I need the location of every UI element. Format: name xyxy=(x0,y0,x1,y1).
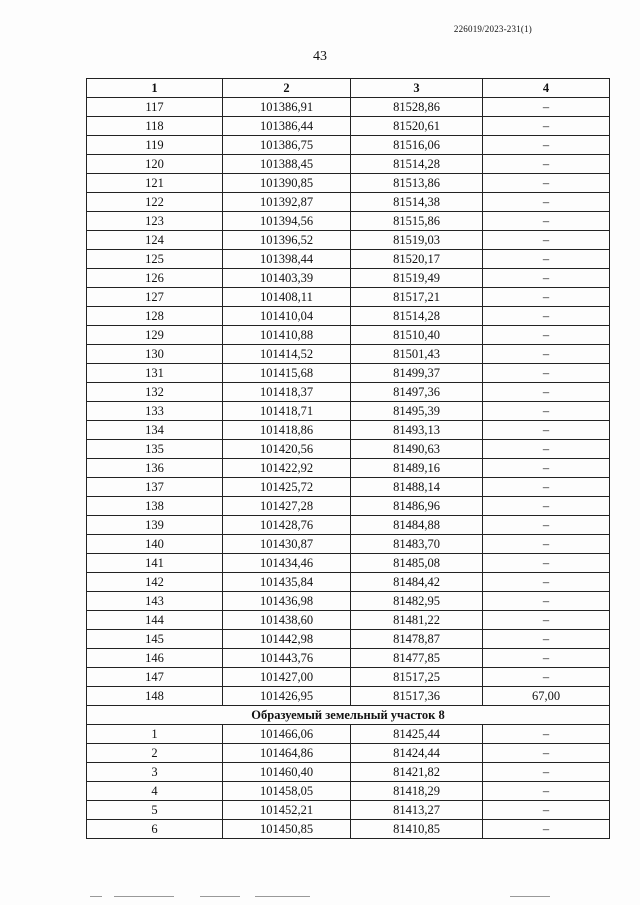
table-cell: 81486,96 xyxy=(351,497,483,516)
table-row xyxy=(87,326,610,345)
table-cell: 133 xyxy=(87,402,223,421)
table-cell: 81489,16 xyxy=(351,459,483,478)
table-row xyxy=(87,554,610,573)
table-cell: 101415,68 xyxy=(223,364,351,383)
table-cell: 81528,86 xyxy=(351,98,483,117)
table-cell: – xyxy=(483,630,610,649)
table-cell: 101398,44 xyxy=(223,250,351,269)
table-cell: 81499,37 xyxy=(351,364,483,383)
table-cell: 81418,29 xyxy=(351,782,483,801)
table-cell: 81501,43 xyxy=(351,345,483,364)
table-row xyxy=(87,478,610,497)
table-cell: – xyxy=(483,231,610,250)
table-cell: 81520,61 xyxy=(351,117,483,136)
table-cell: 128 xyxy=(87,307,223,326)
table-cell: 122 xyxy=(87,193,223,212)
table-cell: 101390,85 xyxy=(223,174,351,193)
table-row xyxy=(87,193,610,212)
table-row xyxy=(87,288,610,307)
table-cell: – xyxy=(483,573,610,592)
table-row xyxy=(87,782,610,801)
table-cell: 101427,28 xyxy=(223,497,351,516)
table-cell: – xyxy=(483,136,610,155)
table-row xyxy=(87,611,610,630)
table-cell: – xyxy=(483,725,610,744)
table-cell: – xyxy=(483,250,610,269)
page-number: 43 xyxy=(313,49,327,64)
table-cell: 147 xyxy=(87,668,223,687)
table-cell: – xyxy=(483,345,610,364)
coordinates-table xyxy=(86,78,610,839)
table-row xyxy=(87,630,610,649)
table-cell: 119 xyxy=(87,136,223,155)
table-cell: 148 xyxy=(87,687,223,706)
table-cell: – xyxy=(483,383,610,402)
table-cell: 81490,63 xyxy=(351,440,483,459)
table-cell: 101420,56 xyxy=(223,440,351,459)
column-header-1: 1 xyxy=(87,79,223,98)
table-cell: 123 xyxy=(87,212,223,231)
table-row xyxy=(87,98,610,117)
table-cell: 81410,85 xyxy=(351,820,483,839)
table-cell: – xyxy=(483,117,610,136)
table-cell: 101458,05 xyxy=(223,782,351,801)
table-cell: – xyxy=(483,155,610,174)
table-row xyxy=(87,402,610,421)
column-header-2: 2 xyxy=(223,79,351,98)
table-row xyxy=(87,649,610,668)
document-id: 226019/2023-231(1) xyxy=(453,24,532,34)
table-cell: – xyxy=(483,326,610,345)
table-cell: 81514,28 xyxy=(351,155,483,174)
table-cell: 81478,87 xyxy=(351,630,483,649)
table-cell: 144 xyxy=(87,611,223,630)
table-cell: 101403,39 xyxy=(223,269,351,288)
table-cell: 101425,72 xyxy=(223,478,351,497)
table-cell: 146 xyxy=(87,649,223,668)
table-row xyxy=(87,725,610,744)
table-cell: 120 xyxy=(87,155,223,174)
table-cell: – xyxy=(483,649,610,668)
table-cell: 124 xyxy=(87,231,223,250)
column-header-4: 4 xyxy=(483,79,610,98)
table-cell: 127 xyxy=(87,288,223,307)
table-cell: 101418,86 xyxy=(223,421,351,440)
section-header-row xyxy=(87,706,610,725)
table-cell: 81481,22 xyxy=(351,611,483,630)
table-cell: 101464,86 xyxy=(223,744,351,763)
table-row xyxy=(87,687,610,706)
table-cell: 81493,13 xyxy=(351,421,483,440)
table-cell: 101414,52 xyxy=(223,345,351,364)
table-cell: 101396,52 xyxy=(223,231,351,250)
table-cell: 101392,87 xyxy=(223,193,351,212)
table-cell: – xyxy=(483,440,610,459)
table-cell: 101388,45 xyxy=(223,155,351,174)
table-cell: 81484,42 xyxy=(351,573,483,592)
table-cell: – xyxy=(483,668,610,687)
table-cell: 118 xyxy=(87,117,223,136)
table-cell: 101434,46 xyxy=(223,554,351,573)
table-cell: 101435,84 xyxy=(223,573,351,592)
table-cell: 101386,75 xyxy=(223,136,351,155)
table-cell: 5 xyxy=(87,801,223,820)
table-cell: 129 xyxy=(87,326,223,345)
table-row xyxy=(87,250,610,269)
table-cell: 3 xyxy=(87,763,223,782)
table-row xyxy=(87,174,610,193)
table-cell: 81413,27 xyxy=(351,801,483,820)
table-cell: – xyxy=(483,516,610,535)
table-cell: 81517,21 xyxy=(351,288,483,307)
table-row xyxy=(87,820,610,839)
table-cell: – xyxy=(483,592,610,611)
scan-artifact-marks xyxy=(90,896,560,900)
table-cell: – xyxy=(483,744,610,763)
table-cell: 101418,71 xyxy=(223,402,351,421)
table-cell: 81477,85 xyxy=(351,649,483,668)
table-header-row xyxy=(87,79,610,98)
table-cell: – xyxy=(483,535,610,554)
table-cell: – xyxy=(483,212,610,231)
table-cell: 145 xyxy=(87,630,223,649)
table-cell: 135 xyxy=(87,440,223,459)
table-cell: – xyxy=(483,364,610,383)
table-cell: 136 xyxy=(87,459,223,478)
section-title: Образуемый земельный участок 8 xyxy=(87,706,610,725)
table-cell: – xyxy=(483,98,610,117)
table-cell: 2 xyxy=(87,744,223,763)
table-row xyxy=(87,516,610,535)
table-cell: – xyxy=(483,554,610,573)
table-cell: 101436,98 xyxy=(223,592,351,611)
table-row xyxy=(87,801,610,820)
table-cell: 126 xyxy=(87,269,223,288)
table-cell: 81517,36 xyxy=(351,687,483,706)
table-cell: 101460,40 xyxy=(223,763,351,782)
table-cell: 81520,17 xyxy=(351,250,483,269)
table-cell: 6 xyxy=(87,820,223,839)
table-cell: – xyxy=(483,763,610,782)
table-row xyxy=(87,440,610,459)
table-cell: – xyxy=(483,288,610,307)
table-cell: 81483,70 xyxy=(351,535,483,554)
table-row xyxy=(87,668,610,687)
table-cell: – xyxy=(483,307,610,326)
table-cell: 81519,49 xyxy=(351,269,483,288)
table-cell: 142 xyxy=(87,573,223,592)
table-cell: 101427,00 xyxy=(223,668,351,687)
table-cell: – xyxy=(483,402,610,421)
table-cell: – xyxy=(483,421,610,440)
table-row xyxy=(87,155,610,174)
table-cell: 101438,60 xyxy=(223,611,351,630)
table-cell: 141 xyxy=(87,554,223,573)
table-cell: 138 xyxy=(87,497,223,516)
table-cell: 81425,44 xyxy=(351,725,483,744)
table-cell: 101410,04 xyxy=(223,307,351,326)
table-row xyxy=(87,592,610,611)
table-row xyxy=(87,136,610,155)
table-cell: 67,00 xyxy=(483,687,610,706)
table-cell: – xyxy=(483,174,610,193)
table-row xyxy=(87,744,610,763)
table-row xyxy=(87,497,610,516)
table-row xyxy=(87,269,610,288)
table-cell: 81421,82 xyxy=(351,763,483,782)
table-row xyxy=(87,212,610,231)
table-cell: 101410,88 xyxy=(223,326,351,345)
table-cell: 140 xyxy=(87,535,223,554)
table-cell: 81516,06 xyxy=(351,136,483,155)
table-cell: 4 xyxy=(87,782,223,801)
table-cell: 101386,44 xyxy=(223,117,351,136)
table-cell: 81482,95 xyxy=(351,592,483,611)
table-cell: 101428,76 xyxy=(223,516,351,535)
table-cell: 81517,25 xyxy=(351,668,483,687)
table-row xyxy=(87,231,610,250)
table-row xyxy=(87,307,610,326)
table-row xyxy=(87,345,610,364)
table-cell: – xyxy=(483,497,610,516)
table-cell: – xyxy=(483,611,610,630)
table-cell: 81513,86 xyxy=(351,174,483,193)
table-cell: 101452,21 xyxy=(223,801,351,820)
table-cell: 81510,40 xyxy=(351,326,483,345)
table-cell: 101450,85 xyxy=(223,820,351,839)
column-header-3: 3 xyxy=(351,79,483,98)
table-row xyxy=(87,573,610,592)
table-row xyxy=(87,421,610,440)
table-cell: – xyxy=(483,820,610,839)
table-cell: – xyxy=(483,459,610,478)
table-cell: 131 xyxy=(87,364,223,383)
table-cell: 81514,28 xyxy=(351,307,483,326)
table-row xyxy=(87,364,610,383)
table-row xyxy=(87,117,610,136)
table-cell: 101422,92 xyxy=(223,459,351,478)
table-cell: 143 xyxy=(87,592,223,611)
table-cell: 121 xyxy=(87,174,223,193)
table-row xyxy=(87,459,610,478)
table-cell: 81424,44 xyxy=(351,744,483,763)
table-row xyxy=(87,383,610,402)
table-cell: 101394,56 xyxy=(223,212,351,231)
table-cell: 139 xyxy=(87,516,223,535)
table-cell: 101386,91 xyxy=(223,98,351,117)
table-cell: 101466,06 xyxy=(223,725,351,744)
table-cell: 117 xyxy=(87,98,223,117)
table-cell: 81514,38 xyxy=(351,193,483,212)
table-cell: 134 xyxy=(87,421,223,440)
table-cell: – xyxy=(483,193,610,212)
table-cell: 132 xyxy=(87,383,223,402)
table-cell: 81488,14 xyxy=(351,478,483,497)
table-cell: 101426,95 xyxy=(223,687,351,706)
table-cell: 101408,11 xyxy=(223,288,351,307)
table-cell: 81485,08 xyxy=(351,554,483,573)
table-cell: 125 xyxy=(87,250,223,269)
table-cell: 81495,39 xyxy=(351,402,483,421)
table-cell: – xyxy=(483,782,610,801)
table-cell: 101442,98 xyxy=(223,630,351,649)
table-cell: – xyxy=(483,478,610,497)
table-cell: – xyxy=(483,269,610,288)
table-cell: 130 xyxy=(87,345,223,364)
table-cell: 101418,37 xyxy=(223,383,351,402)
table-cell: – xyxy=(483,801,610,820)
table-cell: 101430,87 xyxy=(223,535,351,554)
table-cell: 81519,03 xyxy=(351,231,483,250)
table-cell: 101443,76 xyxy=(223,649,351,668)
table-cell: 81484,88 xyxy=(351,516,483,535)
table-cell: 81515,86 xyxy=(351,212,483,231)
table-row xyxy=(87,763,610,782)
table-cell: 137 xyxy=(87,478,223,497)
table-cell: 81497,36 xyxy=(351,383,483,402)
table-row xyxy=(87,535,610,554)
table-cell: 1 xyxy=(87,725,223,744)
table-body xyxy=(87,98,610,839)
